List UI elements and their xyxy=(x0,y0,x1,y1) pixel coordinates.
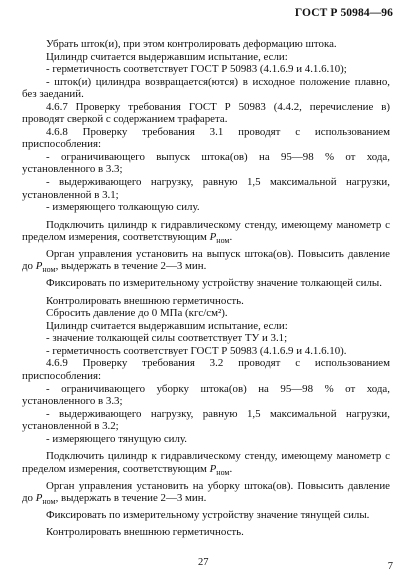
list-item: - выдерживающего нагрузку, равную 1,5 максимальной нагрузки, установленной в 3.2; xyxy=(22,407,390,433)
paragraph: Цилиндр считается выдержавшим испытание, если: xyxy=(46,50,288,63)
paragraph: Подключить цилиндр к гидравлическому стенду, имеющему манометр с пределом измерения, соответствующим $P_{ном}$. xyxy=(22,450,390,478)
paragraph: Цилиндр считается выдержавшим испытание, если: xyxy=(46,319,288,332)
list-item: - измеряющего толкающую силу. xyxy=(46,201,200,214)
paragraph: 4.6.7 Проверку требования ГОСТ Р 50983 (4.4.2, перечисление в) проводят сверкой с содержанием трафарета. xyxy=(22,100,390,126)
paragraph: Контролировать внешнюю герметичность. xyxy=(46,294,244,307)
page-number-center: 27 xyxy=(198,557,209,568)
paragraph: Фиксировать по измерительному устройству значение тянущей силы. xyxy=(46,508,370,521)
paragraph: Орган управления установить на выпуск штока(ов). Повысить давление до $P_{ном}$, выдержать в течение 2—3 мин. xyxy=(22,247,390,275)
document-body xyxy=(22,38,390,539)
page-number-right: 7 xyxy=(387,561,393,572)
paragraph: Орган управления установить на уборку штока(ов). Повысить давление до $P_{ном}$, выдержать в течение 2—3 мин. xyxy=(22,479,390,507)
list-item: - выдерживающего нагрузку, равную 1,5 максимальной нагрузки, установленной в 3.1; xyxy=(22,176,390,201)
list-item: - ограничивающего уборку штока(ов) на 95—98 % от хода, установленного в 3.3; xyxy=(22,382,390,408)
paragraph: 4.6.8 Проверку требования 3.1 проводят с использованием приспособления: xyxy=(22,125,390,151)
list-item: - измеряющего тянущую силу. xyxy=(46,432,187,445)
paragraph: Сбросить давление до 0 МПа (кгс/см²). xyxy=(46,307,228,320)
list-item: - ограничивающего выпуск штока(ов) на 95—98 % от хода, установленного в 3.3; xyxy=(22,150,390,176)
paragraph: Подключить цилиндр к гидравлическому стенду, имеющему манометр с пределом измерения, соответствующим $P_{ном}$. xyxy=(22,218,390,246)
list-item: - шток(и) цилиндра возвращается(ются) в исходное положение плавно, без заеданий. xyxy=(22,75,390,101)
paragraph: Контролировать внешнюю герметичность. xyxy=(46,526,244,539)
paragraph: 4.6.9 Проверку требования 3.2 проводят с использованием приспособления: xyxy=(22,357,390,383)
list-item: - герметичность соответствует ГОСТ Р 50983 (4.1.6.9 и 4.1.6.10); xyxy=(46,63,347,76)
document-header: ГОСТ Р 50984—96 xyxy=(294,7,393,19)
list-item: - значение толкающей силы соответствует ТУ и 3.1; xyxy=(46,332,288,345)
list-item: - герметичность соответствует ГОСТ Р 50983 (4.1.6.9 и 4.1.6.10). xyxy=(46,344,347,357)
paragraph: Убрать шток(и), при этом контролировать деформацию штока. xyxy=(46,38,337,50)
paragraph: Фиксировать по измерительному устройству значение толкающей силы. xyxy=(46,277,382,290)
